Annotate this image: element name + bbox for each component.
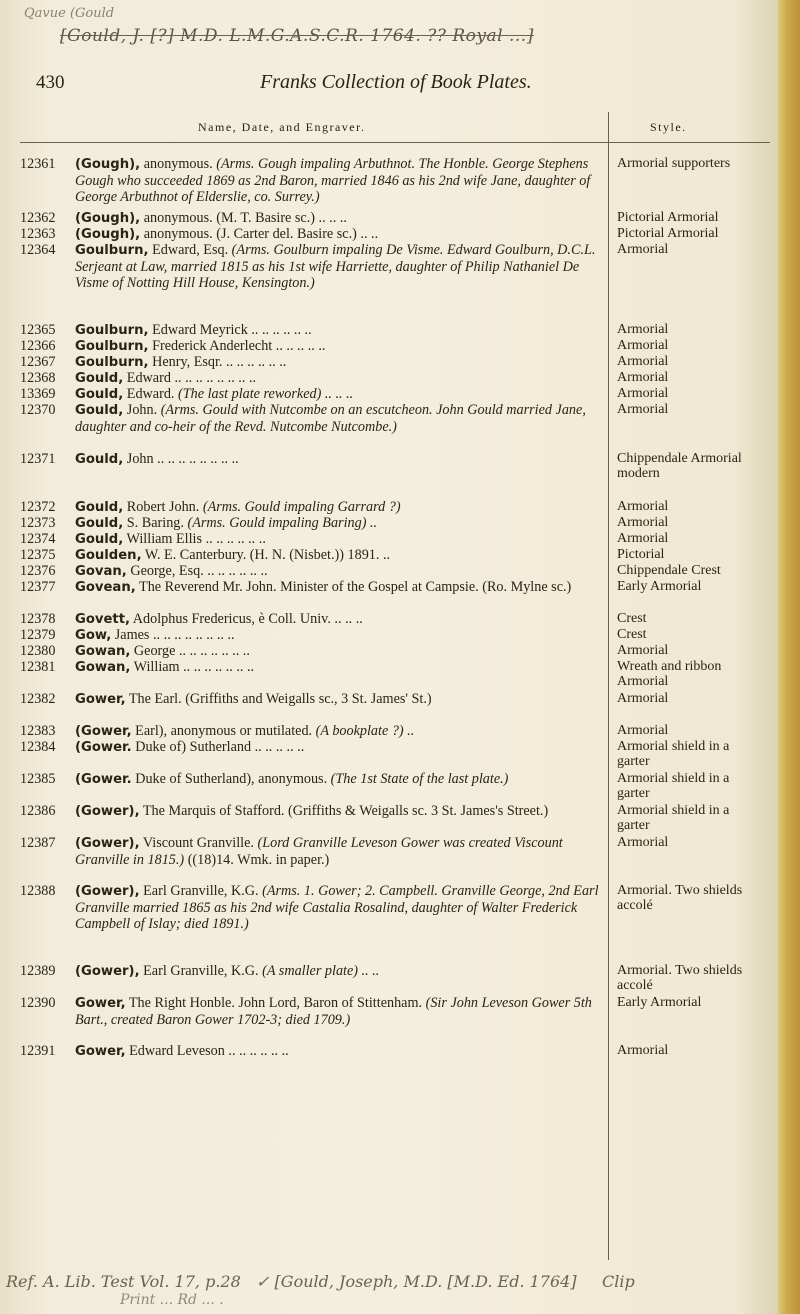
entry-text: [75, 499, 607, 516]
entry-style: Armorial. Two shields accolé: [617, 883, 743, 913]
entry-number: 12391: [20, 1043, 56, 1059]
entry-details: The Marquis of Stafford. (Griffiths & Weigalls sc. 3 St. James's Street.): [139, 803, 549, 819]
entry-name: Gow,: [75, 628, 112, 643]
entry-number: 12386: [20, 803, 56, 819]
entry-text: [75, 242, 607, 291]
name-column-header: Name, Date, and Engraver.: [198, 120, 366, 134]
entry-number: 12372: [20, 499, 56, 515]
entry-number: 12380: [20, 643, 56, 659]
entry-style: Armorial: [617, 835, 669, 850]
entry-note: (A bookplate ?) ..: [315, 723, 415, 739]
entry-text: [75, 338, 607, 355]
entry-style: Crest: [617, 627, 647, 642]
entry-text: [75, 226, 607, 243]
entry-style: Armorial shield in a garter: [617, 739, 730, 769]
entry-style: Armorial: [617, 354, 669, 369]
entry-name: (Gower,: [75, 724, 132, 739]
entry-style: Armorial: [617, 515, 669, 530]
entry-name: (Gower.: [75, 740, 132, 755]
entry-number: 13369: [20, 386, 56, 402]
entry-name: (Gower),: [75, 964, 140, 979]
entry-text: [75, 322, 607, 339]
entry-number: 12362: [20, 210, 56, 226]
entry-name: Gould,: [75, 532, 124, 547]
entry-text: [75, 579, 607, 596]
entry-number: 12364: [20, 242, 56, 258]
entry-style: Chippendale Armorial modern: [617, 451, 742, 481]
entry-name: Gowan,: [75, 660, 131, 675]
entry-note: (Arms. Gould impaling Baring) ..: [187, 515, 378, 531]
entry-name: (Gough),: [75, 157, 141, 172]
entry-style: Armorial: [617, 499, 669, 514]
entry-details: Robert John.: [123, 499, 203, 515]
entry-name: Gowan,: [75, 644, 131, 659]
entry-text: [75, 643, 607, 660]
entry-text: [75, 963, 607, 980]
entry-number: 12375: [20, 547, 56, 563]
entry-details: Edward Leveson .. .. .. .. .. ..: [125, 1043, 289, 1059]
header-rule: [20, 142, 770, 143]
entry-details: The Reverend Mr. John. Minister of the Gospel at Campsie. (Ro. Mylne sc.): [135, 579, 572, 595]
entry-style: Pictorial Armorial: [617, 210, 719, 225]
entry-number: 12378: [20, 611, 56, 627]
entry-number: 12370: [20, 402, 56, 418]
entry-details: Viscount Granville.: [139, 835, 258, 851]
entry-style: Crest: [617, 611, 647, 626]
entry-name: (Gough),: [75, 227, 141, 242]
page-title: Franks Collection of Book Plates.: [260, 71, 532, 93]
entry-details: The Right Honble. John Lord, Baron of Stittenham.: [125, 995, 426, 1011]
entry-style: Early Armorial: [617, 995, 702, 1010]
entry-number: 12379: [20, 627, 56, 643]
entry-number: 12387: [20, 835, 56, 851]
entry-name: Gould,: [75, 387, 124, 402]
entry-name: (Gower),: [75, 836, 140, 851]
entry-note: (Arms. Gould with Nutcombe on an escutcheon. John Gould married Jane, daughter and co-heir of the Revd. Nutcombe Nutcombe.): [75, 402, 586, 435]
entry-style: Armorial shield in a garter: [617, 771, 730, 801]
entry-text: [75, 210, 607, 227]
entry-note: (Arms. Gough impaling Arbuthnot. The Honble. George Stephens Gough who succeeded 1869 as 2nd Baron, married 1846 as his 2nd wife Jane, daughter of George Arbuthnot of Elderslie, co. Surrey.): [75, 156, 591, 205]
entry-text: [75, 803, 607, 820]
entry-details: Frederick Anderlecht .. .. .. .. ..: [148, 338, 326, 354]
entry-style: Armorial: [617, 691, 669, 706]
entry-details: S. Baring.: [123, 515, 188, 531]
entry-note: (The 1st State of the last plate.): [330, 771, 509, 787]
page-edge: [778, 0, 800, 1314]
entry-number: 12368: [20, 370, 56, 386]
entry-number: 12385: [20, 771, 56, 787]
entry-number: 12377: [20, 579, 56, 595]
bottom-left-note: Ref. A. Lib. Test Vol. 17, p.28: [6, 1272, 241, 1291]
entry-style: Armorial supporters: [617, 156, 731, 171]
entry-number: 12384: [20, 739, 56, 755]
entry-text: [75, 156, 607, 205]
entry-details: Edward.: [123, 386, 179, 402]
entry-text: [75, 883, 607, 932]
entry-details: anonymous.: [140, 156, 217, 172]
entry-name: Gower,: [75, 1044, 126, 1059]
entry-details: Adolphus Fredericus, è Coll. Univ. .. .. ..: [130, 611, 363, 627]
entry-text: [75, 451, 607, 468]
entry-number: 12383: [20, 723, 56, 739]
entry-style: Armorial: [617, 1043, 669, 1058]
entry-details: Edward Meyrick .. .. .. .. .. ..: [148, 322, 312, 338]
handwritten-faint-note: Print ... Rd ... .: [120, 1292, 224, 1308]
entry-style: Armorial shield in a garter: [617, 803, 730, 833]
entry-style: Armorial: [617, 370, 669, 385]
bottom-center-note: ✓ [Gould, Joseph, M.D. [M.D. Ed. 1764]: [256, 1272, 577, 1291]
entry-details: William .. .. .. .. .. .. ..: [130, 659, 255, 675]
entry-number: 12363: [20, 226, 56, 242]
entry-number: 12374: [20, 531, 56, 547]
entry-name: (Gower.: [75, 772, 132, 787]
entry-name: Gould,: [75, 371, 124, 386]
entry-text: [75, 627, 607, 644]
style-column-header: Style.: [650, 120, 687, 134]
entry-text: [75, 771, 607, 788]
entry-style: Early Armorial: [617, 579, 702, 594]
entry-style: Pictorial: [617, 547, 665, 562]
entry-details: George, Esq. .. .. .. .. .. ..: [126, 563, 268, 579]
entry-name: Goulburn,: [75, 323, 149, 338]
entry-style: Armorial: [617, 723, 669, 738]
entry-note: (The last plate reworked) .. .. ..: [178, 386, 354, 402]
entry-name: Gould,: [75, 452, 124, 467]
entry-name: Goulburn,: [75, 243, 149, 258]
entry-style: Armorial: [617, 242, 669, 257]
entry-name: Govan,: [75, 564, 127, 579]
entry-details: John.: [123, 402, 161, 418]
bottom-right-note: Clip: [602, 1272, 635, 1291]
entry-note: (Sir John Leveson Gower 5th Bart., created Baron Gower 1702-3; died 1709.): [75, 995, 592, 1028]
entry-details: Duke of) Sutherland .. .. .. .. ..: [131, 739, 305, 755]
entry-number: 12390: [20, 995, 56, 1011]
entry-text: [75, 370, 607, 387]
entry-note: (Arms. 1. Gower; 2. Campbell. Granville George, 2nd Earl Granville married 1865 as his 2nd wife Castalia Rosalind, daughter of Walter Frederick Campbell of Islay; died 1891.): [75, 883, 599, 932]
entry-text: [75, 691, 607, 708]
entry-details: Henry, Esqr. .. .. .. .. .. ..: [148, 354, 287, 370]
entry-name: Gower,: [75, 996, 126, 1011]
page-number: 430: [36, 72, 65, 93]
entry-details: Edward .. .. .. .. .. .. .. ..: [123, 370, 257, 386]
running-head: [0, 68, 800, 98]
entry-name: Gould,: [75, 403, 124, 418]
entry-extra: ((18)14. Wmk. in paper.): [184, 852, 330, 868]
handwritten-scribble: Qavue (Gould: [24, 6, 115, 21]
entry-style: Wreath and ribbon Armorial: [617, 659, 722, 689]
entry-number: 12389: [20, 963, 56, 979]
entry-number: 12361: [20, 156, 56, 172]
handwritten-note-bottom: [6, 1272, 635, 1291]
entry-details: George .. .. .. .. .. .. ..: [130, 643, 250, 659]
entry-details: Earl Granville, K.G.: [139, 963, 263, 979]
entry-number: 12371: [20, 451, 56, 467]
entry-text: [75, 611, 607, 628]
entry-text: [75, 835, 607, 868]
entry-number: 12388: [20, 883, 56, 899]
entry-style: Armorial: [617, 386, 669, 401]
entry-text: [75, 563, 607, 580]
entry-name: Gould,: [75, 500, 124, 515]
entry-style: Armorial: [617, 643, 669, 658]
entry-style: Armorial: [617, 531, 669, 546]
entry-name: (Gough),: [75, 211, 141, 226]
entry-note: (Lord Granville Leveson Gower was created Viscount Granville in 1815.): [75, 835, 563, 868]
entry-text: [75, 739, 607, 756]
catalogue-table: [20, 112, 770, 1267]
entry-number: 12373: [20, 515, 56, 531]
entry-name: (Gower),: [75, 884, 140, 899]
entry-style: Pictorial Armorial: [617, 226, 719, 241]
entry-name: (Gower),: [75, 804, 140, 819]
entry-text: [75, 402, 607, 435]
entry-style: Armorial: [617, 338, 669, 353]
entry-details: Earl), anonymous or mutilated.: [131, 723, 316, 739]
entry-style: Armorial: [617, 322, 669, 337]
entry-details: W. E. Canterbury. (H. N. (Nisbet.)) 1891. ..: [141, 547, 391, 563]
entry-text: [75, 659, 607, 676]
entry-details: James .. .. .. .. .. .. .. ..: [111, 627, 235, 643]
entry-details: anonymous. (M. T. Basire sc.) .. .. ..: [140, 210, 347, 226]
entry-name: Goulburn,: [75, 355, 149, 370]
handwritten-note-top: [Gould, J. [?] M.D. L.M.G.A.S.C.R. 1764. ?? Royal ...]: [60, 26, 534, 46]
column-divider: [608, 112, 609, 1260]
entry-note: (Arms. Gould impaling Garrard ?): [202, 499, 401, 515]
entry-details: The Earl. (Griffiths and Weigalls sc., 3 St. James' St.): [125, 691, 432, 707]
entry-details: Duke of Sutherland), anonymous.: [131, 771, 331, 787]
entry-number: 12367: [20, 354, 56, 370]
entry-text: [75, 723, 607, 740]
entry-number: 12376: [20, 563, 56, 579]
entry-style: Armorial: [617, 402, 669, 417]
entry-name: Gould,: [75, 516, 124, 531]
entry-number: 12382: [20, 691, 56, 707]
entry-style: Chippendale Crest: [617, 563, 721, 578]
entry-text: [75, 354, 607, 371]
entry-number: 12365: [20, 322, 56, 338]
entry-note: (A smaller plate) .. ..: [262, 963, 380, 979]
entry-note: (Arms. Goulburn impaling De Visme. Edward Goulburn, D.C.L. Serjeant at Law, married 1815 as his 1st wife Harriette, daughter of Philip Nathaniel De Visme of Notting Hill House, Kensington.): [75, 242, 596, 291]
entry-details: Earl Granville, K.G.: [139, 883, 263, 899]
entry-details: anonymous. (J. Carter del. Basire sc.) .. ..: [140, 226, 379, 242]
entry-name: Gower,: [75, 692, 126, 707]
entry-text: [75, 1043, 607, 1060]
entry-text: [75, 531, 607, 548]
entry-details: John .. .. .. .. .. .. .. ..: [123, 451, 239, 467]
entry-name: Govett,: [75, 612, 131, 627]
entry-text: [75, 995, 607, 1028]
entry-text: [75, 515, 607, 532]
entry-number: 12381: [20, 659, 56, 675]
entry-number: 12366: [20, 338, 56, 354]
entry-text: [75, 386, 607, 403]
entry-details: William Ellis .. .. .. .. .. ..: [123, 531, 266, 547]
entry-style: Armorial. Two shields accolé: [617, 963, 743, 993]
entry-details: Edward, Esq.: [148, 242, 232, 258]
entry-name: Goulburn,: [75, 339, 149, 354]
entry-name: Govean,: [75, 580, 136, 595]
entry-text: [75, 547, 607, 564]
entry-name: Goulden,: [75, 548, 142, 563]
